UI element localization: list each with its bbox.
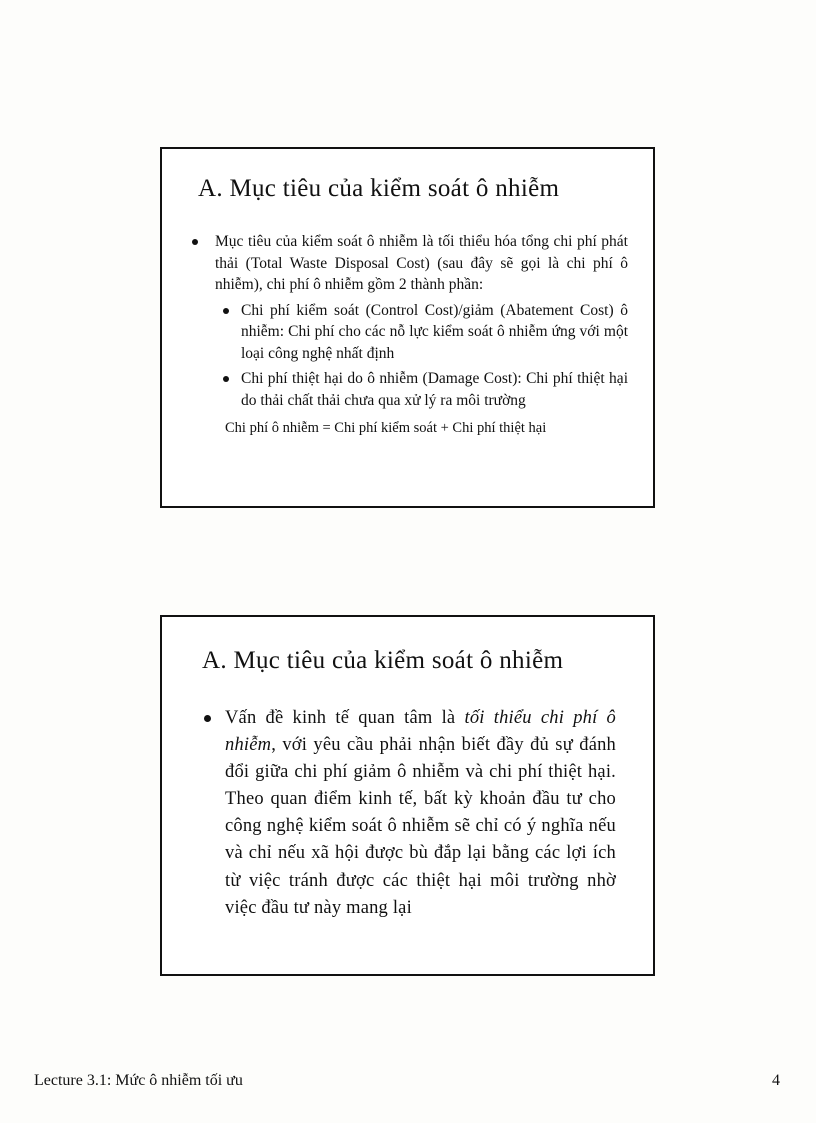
slide-2-body: [204, 705, 616, 922]
sub-bullet-text: Chi phí thiệt hại do ô nhiễm (Damage Cost): Chi phí thiệt hại do thải chất thải chưa qua xử lý ra môi trường: [241, 370, 628, 409]
bullet-item: [204, 705, 616, 922]
bullet-dot-icon: [204, 715, 211, 722]
bullet-dot-icon: [223, 308, 229, 314]
bullet-text: [225, 705, 616, 922]
slide-2-title: A. Mục tiêu của kiểm soát ô nhiễm: [202, 647, 564, 674]
cost-formula: Chi phí ô nhiễm = Chi phí kiểm soát + Chi phí thiệt hại: [225, 420, 547, 436]
bullet-emphasis: tối thiểu chi phí ô nhiễm: [225, 708, 617, 756]
slide-1-body: [192, 231, 628, 440]
bullet-item: [192, 231, 628, 296]
bullet-text-end: , với yêu cầu phải nhận biết đầy đủ sự đánh đổi giữa chi phí giảm ô nhiễm và chi phí thiệt hại. Theo quan điểm kinh tế, bất kỳ khoản đầu tư cho công nghệ kiểm soát ô nhiễm sẽ chỉ có ý nghĩa nếu và chỉ nếu xã hội được bù đắp lại bằng các lợi ích từ việc tránh được các thiệt hại môi trường nhờ việc đầu tư này mang lại: [225, 735, 616, 918]
slide-2: [160, 615, 655, 976]
page-number: 4: [772, 1072, 780, 1089]
sub-bullet-item: [223, 368, 628, 411]
sub-bullet-text: Chi phí kiểm soát (Control Cost)/giảm (Abatement Cost) ô nhiễm: Chi phí cho các nỗ lực kiểm soát ô nhiễm ứng với một loại công nghệ nhất định: [241, 301, 628, 362]
sub-bullet-item: [223, 300, 628, 365]
slide-1: [160, 147, 655, 508]
bullet-dot-icon: [223, 376, 229, 382]
bullet-text-start: Vấn đề kinh tế quan tâm là: [225, 708, 465, 728]
bullet-dot-icon: [192, 239, 198, 245]
footer-lecture-title: Lecture 3.1: Mức ô nhiễm tối ưu: [34, 1072, 243, 1089]
bullet-text: Mục tiêu của kiểm soát ô nhiễm là tối thiểu hóa tổng chi phí phát thải (Total Waste Disposal Cost) (sau đây sẽ gọi là chi phí ô nhiễm), chi phí ô nhiễm gồm 2 thành phần:: [215, 233, 628, 293]
slide-1-title: A. Mục tiêu của kiểm soát ô nhiễm: [198, 175, 560, 202]
